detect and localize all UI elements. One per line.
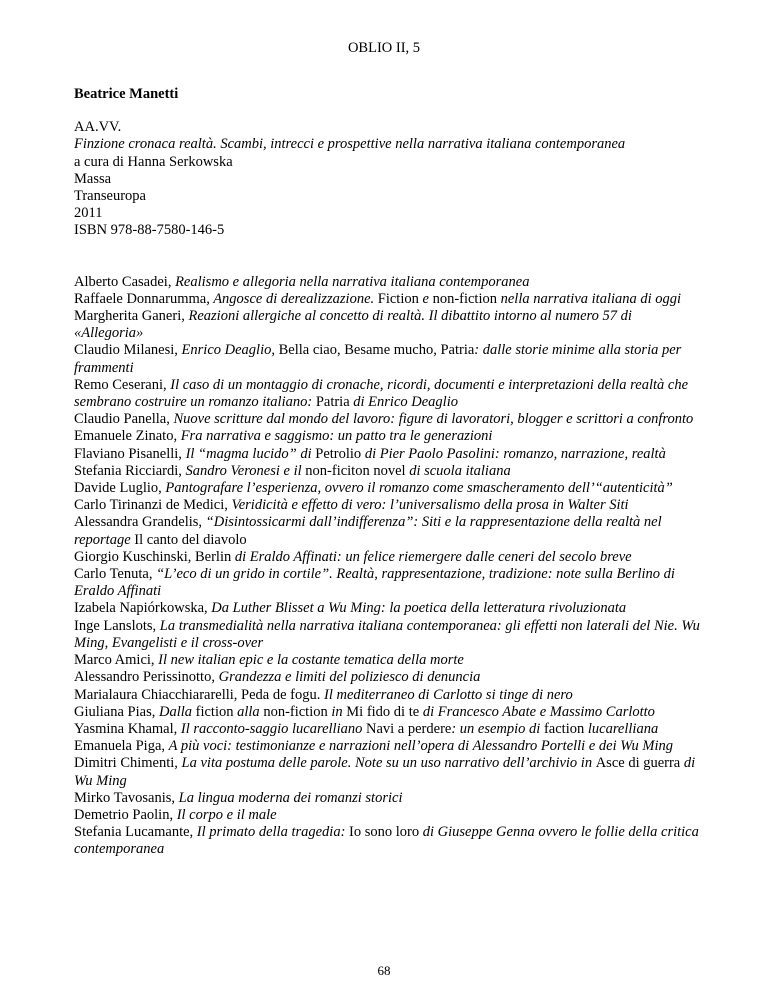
page-number: 68: [377, 963, 391, 978]
contents-entry: [74, 807, 702, 824]
entry-segment: Reazioni allergiche al concetto di realtà. Il dibattito intorno al numero 57 di «Allegoria»: [74, 308, 632, 342]
bib-line: a cura di Hanna Serkowska: [74, 153, 233, 170]
entry-segment: Emanuela Piga,: [74, 738, 169, 755]
entry-segment: Il mediterraneo di Carlotto si tinge di nero: [324, 686, 573, 703]
entry-segment: Marialaura Chiacchiararelli, Peda de fogu.: [74, 686, 325, 703]
entry-segment: di Giuseppe Genna ovvero le follie della critica contemporanea: [74, 824, 699, 858]
entry-segment: Marco Amici,: [74, 652, 159, 669]
entry-segment: “L’eco di un grido in cortile”. Realtà, rappresentazione, tradizione: note sulla Berlino di Eraldo Affinati: [74, 566, 675, 600]
entry-segment: Claudio Panella,: [74, 411, 174, 428]
review-author: Beatrice Manetti: [74, 86, 179, 102]
entry-segment: di Wu Ming: [74, 755, 696, 789]
contents-entry: [74, 687, 702, 704]
contents-entry: [74, 824, 702, 858]
contents-entry: [74, 600, 702, 617]
contents-entry: [74, 738, 702, 755]
contents-entry: [74, 514, 702, 548]
bib-line: AA.VV.: [74, 119, 122, 136]
contents-entry: [74, 274, 702, 291]
entry-segment: , Angosce di derealizzazione.: [206, 290, 378, 307]
bib-line: Transeuropa: [74, 188, 146, 205]
contents-entry: [74, 308, 702, 342]
running-header: OBLIO II, 5: [347, 40, 421, 56]
contents-entry: [74, 704, 702, 721]
entry-segment: Alberto Casadei,: [74, 273, 176, 290]
entry-segment: : dalle storie minime alla storia per frammenti: [74, 342, 682, 376]
entry-segment: alla: [233, 703, 264, 720]
bib-line: 2011: [74, 205, 103, 222]
entry-segment: Alessandra Grandelis,: [74, 514, 206, 531]
entry-segment: Demetrio Paolin,: [74, 806, 177, 823]
entry-segment: non-fiction: [263, 703, 328, 720]
contents-entry: [74, 480, 702, 497]
entry-segment: di Pier Paolo Pasolini: romanzo, narrazione, realtà: [361, 445, 666, 462]
bib-line: Finzione cronaca realtà. Scambi, intrecci e prospettive nella narrativa italiana contemporanea: [74, 136, 626, 153]
entry-segment: Margherita Ganeri,: [74, 308, 189, 325]
entry-segment: Navi a perdere: [366, 720, 452, 737]
entry-segment: Veridicità e effetto di vero: l’universalismo della prosa in Walter Siti: [231, 497, 629, 514]
bib-line: Massa: [74, 170, 112, 187]
entry-segment: Il corpo e il male: [176, 806, 277, 823]
contents-entry: [74, 755, 702, 789]
contents-entry: [74, 463, 702, 480]
contents-entry: [74, 446, 702, 463]
entry-segment: Pantografare l’esperienza, ovvero il romanzo come smascheramento dell’“autenticità”: [165, 480, 673, 497]
entry-segment: : un esempio di: [451, 720, 544, 737]
entry-segment: Carlo Tenuta,: [74, 566, 157, 583]
bibliographic-record: [74, 119, 702, 239]
contents-entry: [74, 618, 702, 652]
contents-entry: [74, 566, 702, 600]
entry-segment: Giorgio Kuschinski,: [74, 548, 195, 565]
entry-segment: La transmedialità nella narrativa italiana contemporanea: gli effetti non laterali del Nie. Wu Ming, Evangelisti e il cross-over: [74, 617, 700, 651]
entry-segment: non-fiction: [432, 290, 497, 307]
entry-segment: di Eraldo Affinati: un felice riemergere dalle ceneri del secolo breve: [231, 548, 632, 565]
entry-segment: Grandezza e limiti del poliziesco di denuncia: [218, 669, 481, 686]
entry-segment: La vita postuma delle parole. Note su un uso narrativo dell’archivio in: [181, 755, 596, 772]
entry-segment: Il caso di un montaggio di cronache, ricordi, documenti e interpretazioni della realtà che sembrano costruire un romanzo italiano:: [74, 376, 689, 411]
entry-segment: nella narrativa italiana di oggi: [497, 290, 682, 307]
entry-segment: Stefania Lucamante,: [74, 824, 197, 841]
entry-segment: Il primato della tragedia:: [196, 824, 350, 841]
entry-segment: Sandro Veronesi e il: [185, 462, 306, 479]
entry-segment: Yasmina Khamal,: [74, 720, 181, 737]
contents-entry: [74, 497, 702, 514]
entry-segment: Giuliana Pias,: [74, 703, 159, 720]
entry-segment: di scuola italiana: [405, 462, 511, 479]
entry-segment: Asce di guerra: [595, 755, 681, 772]
entry-segment: Petrolio: [315, 445, 362, 462]
entry-segment: Carlo Tirinanzi de Medici,: [74, 497, 232, 514]
entry-segment: fiction: [195, 703, 234, 720]
entry-segment: Il canto del diavolo: [134, 531, 247, 548]
entry-segment: Izabela Napiórkowska,: [74, 600, 212, 617]
entry-segment: Emanuele Zinato,: [74, 428, 181, 445]
entry-segment: Flaviano Pisanelli,: [74, 445, 186, 462]
entry-segment: “Disintossicarmi dall’indifferenza”: Siti e la rappresentazione della realtà nel reportage: [74, 514, 662, 548]
entry-segment: Realismo e allegoria nella narrativa italiana contemporanea: [175, 273, 530, 290]
entry-segment: Il racconto-saggio lucarelliano: [180, 720, 366, 737]
contents-entry: [74, 342, 702, 376]
entry-segment: Fiction: [377, 290, 419, 307]
contents-entry: [74, 652, 702, 669]
contents-entry: [74, 377, 702, 411]
entry-segment: , Bella ciao, Besame mucho, Patria: [271, 342, 475, 359]
entry-segment: Dimitri Chimenti,: [74, 755, 182, 772]
entry-segment: Raffaele Donnarumma: [74, 290, 207, 307]
contents-entry: [74, 411, 702, 428]
contents-entry: [74, 549, 702, 566]
entry-segment: Patria: [315, 394, 350, 411]
entry-segment: di Francesco Abate e Massimo Carlotto: [419, 703, 655, 720]
entry-segment: A più voci: testimonianze e narrazioni nell’opera di Alessandro Portelli e dei Wu Ming: [168, 738, 673, 755]
entry-segment: Claudio Milanesi,: [74, 342, 182, 359]
entry-segment: Mirko Tavosanis,: [74, 789, 179, 806]
entry-segment: Stefania Ricciardi,: [74, 462, 186, 479]
entry-segment: lucarelliana: [584, 720, 659, 737]
entry-segment: faction: [543, 720, 585, 737]
entry-segment: Dalla: [158, 703, 196, 720]
entry-segment: Da Luther Blisset a Wu Ming: la poetica della letteratura rivoluzionata: [211, 600, 627, 617]
entry-segment: Berlin: [194, 548, 232, 565]
entry-segment: La lingua moderna dei romanzi storici: [178, 789, 403, 806]
entry-segment: Io sono loro: [349, 824, 420, 841]
page-content: [74, 86, 702, 859]
contents-entry: [74, 428, 702, 445]
entry-segment: di Enrico Deaglio: [349, 394, 458, 411]
entry-segment: Il “magma lucido” di: [185, 445, 316, 462]
contents-entry: [74, 790, 702, 807]
contents-entry: [74, 669, 702, 686]
entry-segment: Remo Ceserani,: [74, 376, 171, 393]
entry-segment: Mi fido di te: [346, 703, 420, 720]
entry-segment: Davide Luglio,: [74, 480, 166, 497]
entry-segment: Enrico Deaglio: [181, 342, 272, 359]
entry-segment: Il new italian epic e la costante tematica della morte: [158, 652, 464, 669]
entry-segment: Inge Lanslots,: [74, 617, 160, 634]
contents-entry: [74, 721, 702, 738]
entry-segment: non-ficiton novel: [305, 462, 406, 479]
entry-segment: in: [327, 703, 347, 720]
contents-entry: [74, 291, 702, 308]
bib-line: ISBN 978-88-7580-146-5: [74, 222, 225, 239]
entry-segment: Nuove scritture dal mondo del lavoro: figure di lavoratori, blogger e scrittori a confronto: [173, 411, 694, 428]
entry-segment: Alessandro Perissinotto,: [74, 669, 219, 686]
entry-segment: e: [418, 290, 433, 307]
table-of-contents: [74, 274, 702, 859]
entry-segment: Fra narrativa e saggismo: un patto tra le generazioni: [180, 428, 493, 445]
